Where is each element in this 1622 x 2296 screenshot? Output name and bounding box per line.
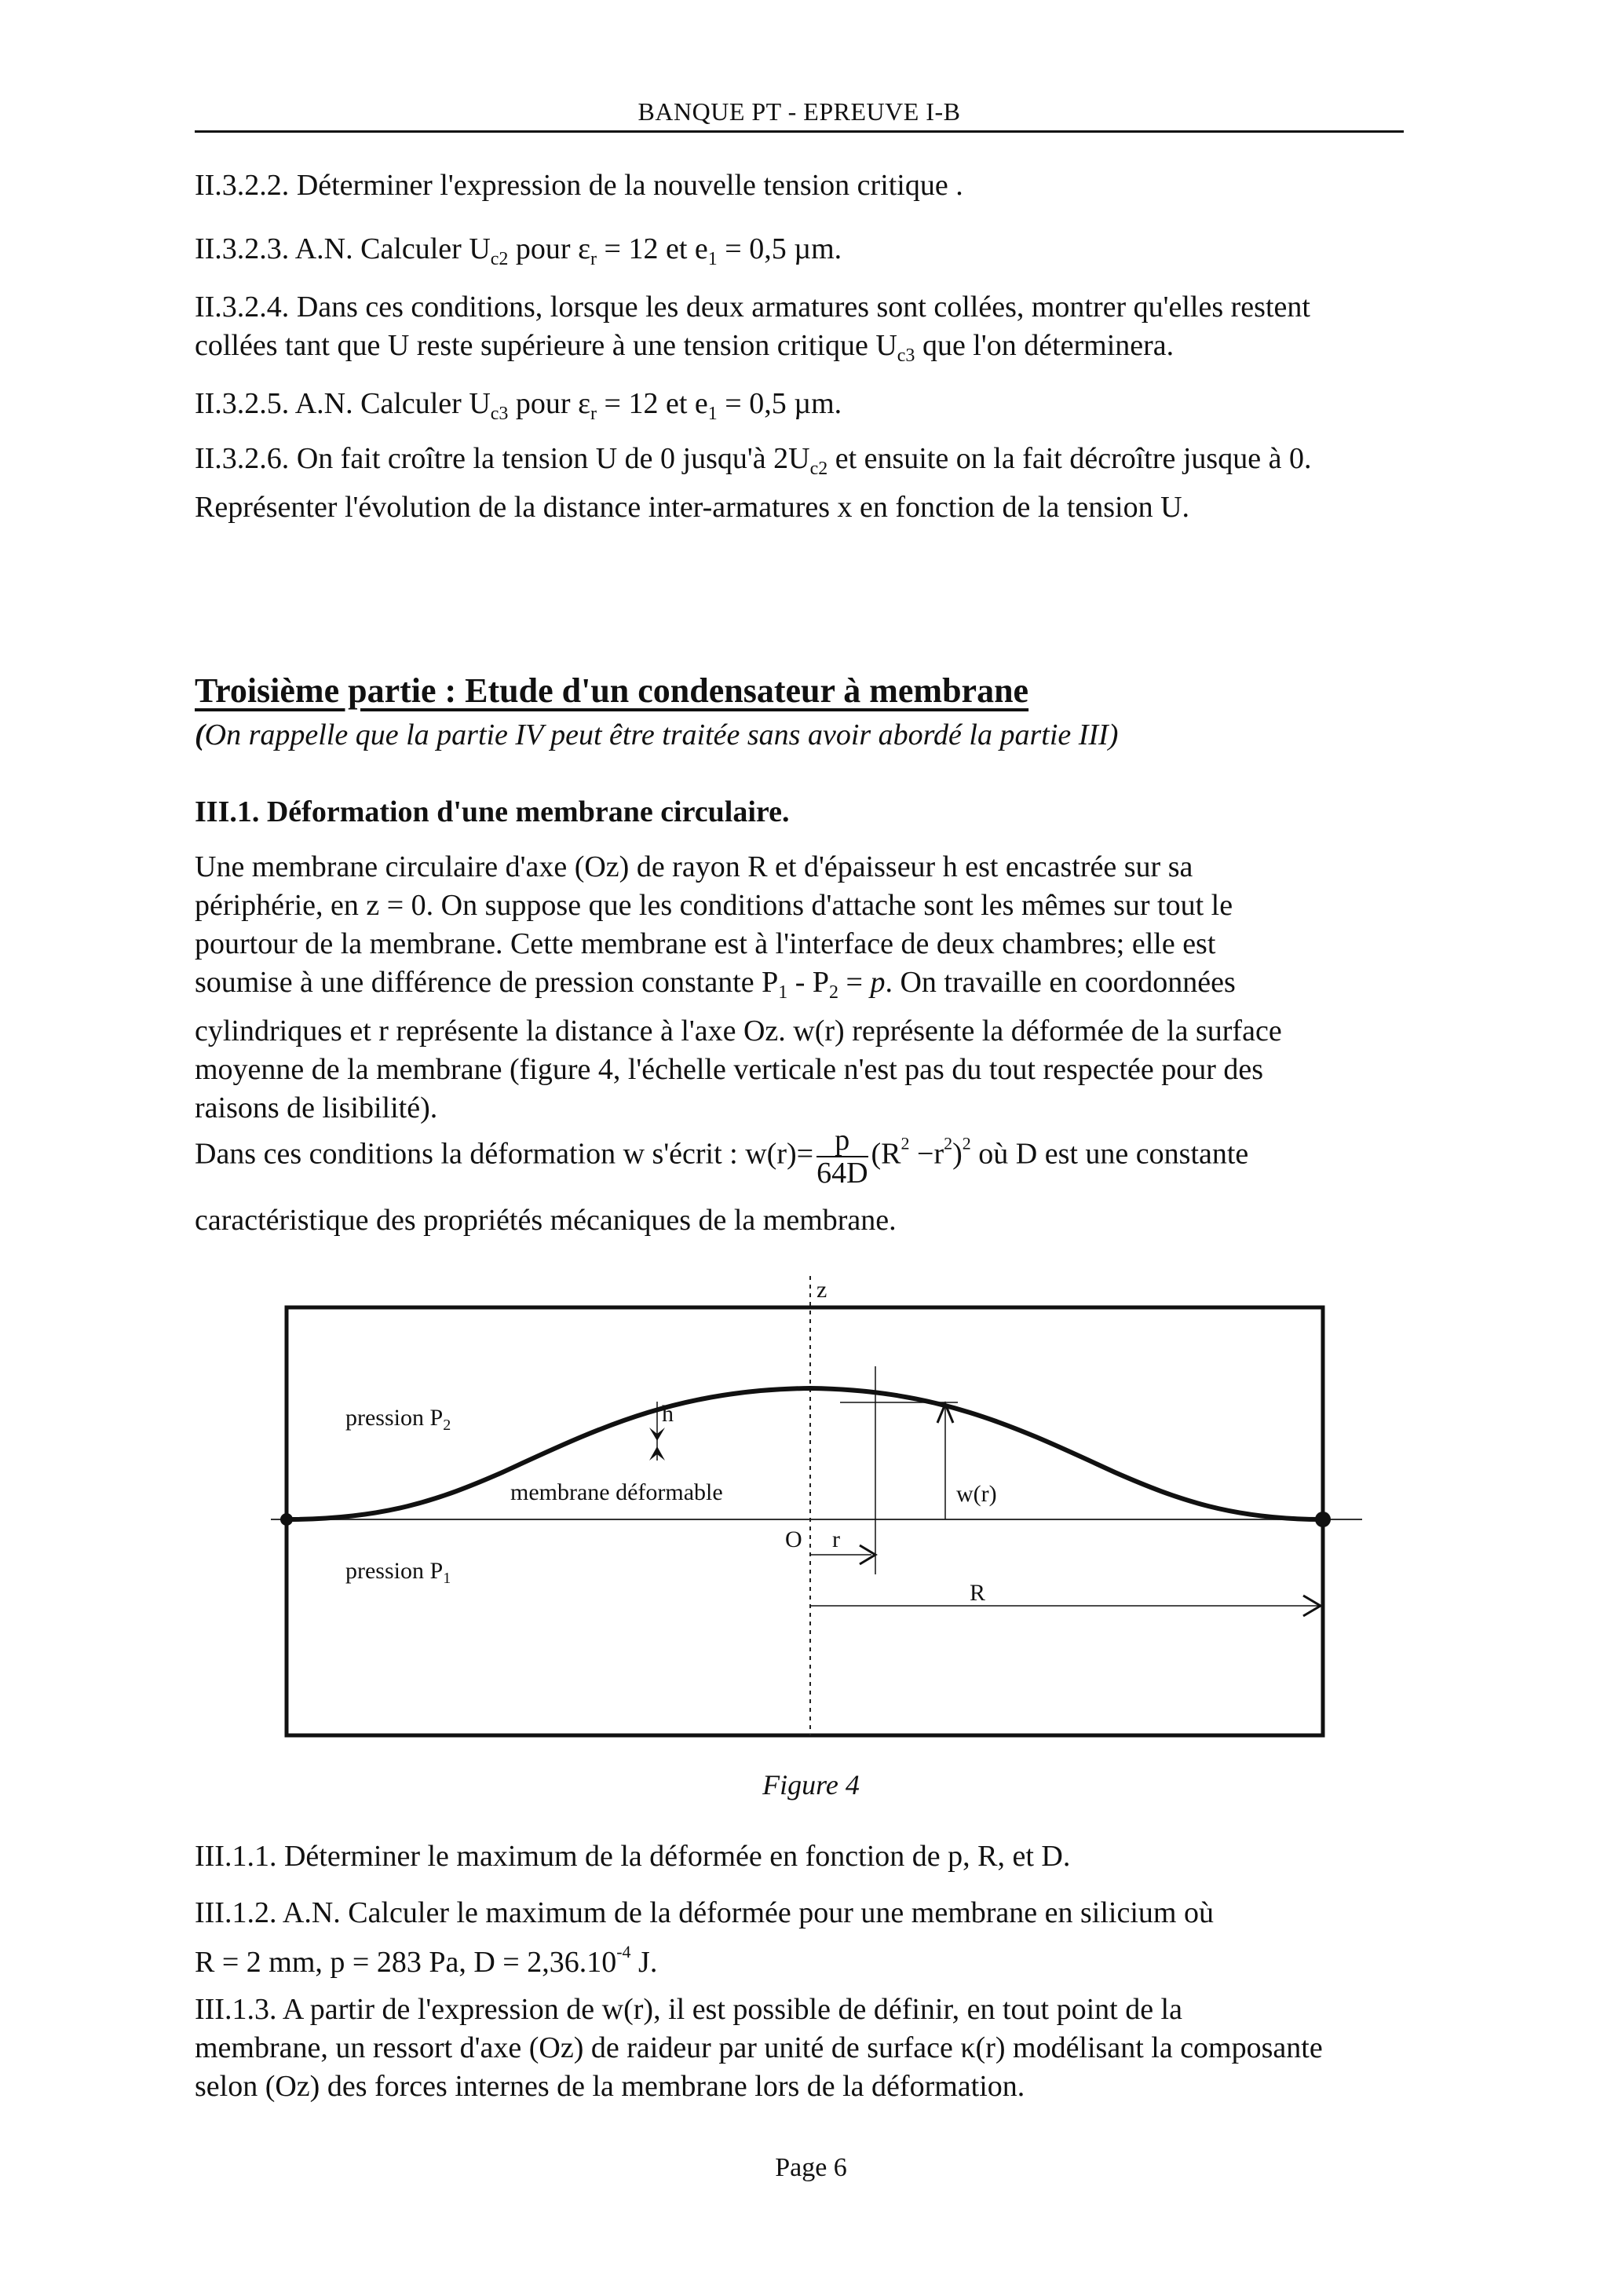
question-text: = 12 et e — [597, 387, 708, 420]
page-header — [195, 86, 1404, 133]
text: p — [870, 966, 886, 999]
subscript: 2 — [829, 982, 839, 1003]
paragraph-line: raisons de lisibilité). — [195, 1091, 438, 1124]
question-text: Dans ces conditions, lorsque les deux armatures sont collées, montrer qu'elles restent — [296, 291, 1310, 324]
question-text: Déterminer l'expression de la nouvelle tension critique . — [296, 169, 963, 202]
section-title: III.1. Déformation d'une membrane circulaire. — [195, 795, 790, 828]
formula-lhs: w(r)= — [745, 1137, 814, 1171]
subscript: r — [590, 249, 597, 269]
fraction — [816, 1124, 868, 1189]
question-text: = 0,5 µm. — [717, 387, 842, 420]
question-text: = 12 et e — [597, 232, 708, 265]
origin-label: O — [785, 1526, 802, 1552]
exponent: -4 — [616, 1942, 631, 1961]
question-text: pour ε — [508, 232, 591, 265]
z-label: z — [816, 1277, 827, 1303]
formula-text: −r — [909, 1137, 944, 1171]
intro-paragraph — [195, 848, 1282, 1128]
paragraph-line: périphérie, en z = 0. On suppose que les conditions d'attache sont les mêmes sur tout le — [195, 889, 1233, 922]
question-text: = 0,5 µm. — [717, 232, 842, 265]
subscript: c2 — [490, 249, 509, 269]
note-paren: ( — [195, 718, 205, 751]
text: = — [838, 966, 871, 999]
text: où D est une constante — [970, 1137, 1249, 1171]
question-text: membrane, un ressort d'axe (Oz) de raideur par unité de surface κ(r) modélisant la composante — [195, 2031, 1323, 2064]
paragraph-line: moyenne de la membrane (figure 4, l'échelle verticale n'est pas du tout respectée pour des — [195, 1053, 1264, 1086]
text: Dans ces conditions la déformation w s'écrit : — [195, 1137, 746, 1171]
subscript: 1 — [707, 404, 718, 424]
formula-after: caractéristique des propriétés mécaniques de la membrane. — [195, 1204, 897, 1237]
pression-p1-label: pression $P_1$ — [345, 1558, 451, 1587]
question-id: II.3.2.2. — [195, 169, 290, 202]
R-label: R — [970, 1580, 986, 1606]
question-II-3-2-4 — [195, 288, 1310, 375]
question-II-3-2-3 — [195, 230, 842, 279]
question-id: III.1.2. — [195, 1896, 277, 1929]
exponent: 2 — [944, 1133, 953, 1153]
page-number: Page 6 — [775, 2153, 847, 2182]
left-clamp-point — [280, 1513, 293, 1526]
question-text: J. — [630, 1946, 658, 1979]
question-text: Déterminer le maximum de la déformée en fonction de p, R, et D. — [283, 1840, 1071, 1873]
exponent: 2 — [901, 1133, 910, 1153]
figure-4-diagram — [267, 1272, 1382, 1759]
R-arrow — [810, 1580, 1321, 1616]
question-text: selon (Oz) des forces internes de la membrane lors de la déformation. — [195, 2070, 1025, 2103]
r-label: r — [832, 1526, 840, 1552]
subscript: c3 — [490, 404, 509, 424]
numerator: p — [816, 1124, 868, 1157]
right-clamp-point — [1315, 1512, 1331, 1527]
subscript: r — [590, 404, 597, 424]
question-text: A.N. Calculer U — [289, 232, 491, 265]
subscript: c2 — [809, 459, 828, 479]
question-text: que l'on déterminera. — [915, 329, 1174, 362]
question-text: A partir de l'expression de w(r), il est possible de définir, en tout point de la — [282, 1993, 1182, 2026]
chamber-frame — [287, 1307, 1323, 1735]
exponent: 2 — [962, 1133, 971, 1153]
header-title: BANQUE PT - EPREUVE I-B — [637, 97, 961, 126]
part-note — [195, 716, 1118, 755]
subscript: 1 — [707, 249, 718, 269]
figure-caption: Figure 4 — [762, 1769, 860, 1801]
text: . On travaille en coordonnées — [885, 966, 1236, 999]
question-III-1-2 — [195, 1894, 1214, 1982]
w-label: w(r) — [956, 1481, 997, 1507]
question-text: A.N. Calculer U — [294, 387, 491, 420]
note-text: On rappelle que la partie IV peut être traitée sans avoir abordé la partie III) — [204, 718, 1119, 751]
question-II-3-2-5 — [195, 385, 842, 433]
question-text: et ensuite on la fait décroître jusque à 0. — [827, 442, 1312, 475]
membrane-label: membrane déformable — [510, 1479, 723, 1505]
question-III-1-1 — [195, 1837, 1070, 1876]
question-id: II.3.2.3. — [195, 232, 290, 265]
question-text: pour ε — [508, 387, 591, 420]
pression-p2-label: pression $P_2$ — [345, 1405, 451, 1434]
question-text: On fait croître la tension U de 0 jusqu'à 2U — [296, 442, 810, 475]
question-id: II.3.2.4. — [195, 291, 290, 324]
subscript: 1 — [778, 982, 788, 1003]
r-arrow — [810, 1366, 875, 1574]
question-id: III.1.3. — [195, 1993, 277, 2026]
h-label: h — [662, 1401, 674, 1427]
formula-line — [195, 1124, 1248, 1189]
part-title: Troisième partie : Etude d'un condensateur à membrane — [195, 671, 1029, 710]
formula-text: ) — [952, 1137, 963, 1171]
paragraph-line — [195, 963, 1282, 1012]
denominator: 64D — [816, 1157, 868, 1190]
question-II-3-2-2 — [195, 166, 963, 205]
text: - P — [787, 966, 830, 999]
question-text: A.N. Calculer le maximum de la déformée pour une membrane en silicium où — [282, 1896, 1214, 1929]
paragraph-line: Une membrane circulaire d'axe (Oz) de rayon R et d'épaisseur h est encastrée sur sa — [195, 850, 1193, 883]
w-arrow — [840, 1402, 997, 1519]
subscript: c3 — [897, 345, 915, 366]
formula-text: (R — [871, 1137, 901, 1171]
question-text: collées tant que U reste supérieure à une tension critique U — [195, 329, 897, 362]
paragraph-line: pourtour de la membrane. Cette membrane est à l'interface de deux chambres; elle est — [195, 927, 1216, 960]
question-id: III.1.1. — [195, 1840, 277, 1873]
question-text: R = 2 mm, p = 283 Pa, D = 2,36.10 — [195, 1946, 617, 1979]
question-text: Représenter l'évolution de la distance inter-armatures x en fonction de la tension U. — [195, 491, 1190, 524]
question-id: II.3.2.5. — [195, 387, 290, 420]
question-II-3-2-6 — [195, 440, 1311, 527]
question-III-1-3 — [195, 1991, 1323, 2106]
paragraph-line: cylindriques et r représente la distance à l'axe Oz. w(r) représente la déformée de la surface — [195, 1015, 1282, 1047]
question-id: II.3.2.6. — [195, 442, 290, 475]
text: soumise à une différence de pression constante P — [195, 966, 779, 999]
